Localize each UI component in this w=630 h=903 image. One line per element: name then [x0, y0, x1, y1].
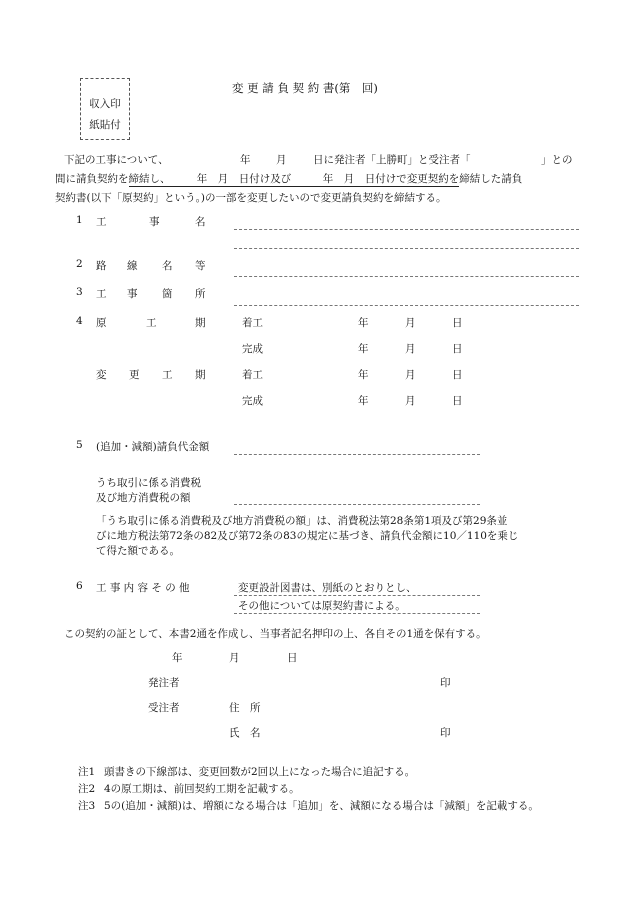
item4-label-c1: 原 — [96, 317, 107, 329]
change-end-month: 月 — [405, 395, 416, 407]
item3-label-c4: 所 — [195, 288, 206, 300]
note3-label: 注3 — [78, 800, 96, 812]
item2-number: 2 — [76, 258, 83, 270]
item6-text-1: 変更設計図書は、別紙のとおりとし、 — [238, 582, 417, 594]
intro-line1-e: 」との — [541, 154, 573, 166]
change-start-label: 着工 — [242, 369, 263, 381]
item1-label-c3: 名 — [195, 216, 206, 228]
original-end-label: 完成 — [242, 343, 263, 355]
item5-line — [234, 454, 480, 455]
change-end-year: 年 — [358, 395, 369, 407]
item2-label-c3: 名 — [162, 260, 173, 272]
contractor-seal: 印 — [440, 727, 451, 739]
sign-month: 月 — [229, 652, 240, 664]
tax-note-3: て得た額である。 — [96, 545, 180, 557]
change-start-year: 年 — [358, 369, 369, 381]
intro-line1-d: 日に発注者「上勝町」と受注者「 — [313, 154, 471, 166]
note1-text: 頭書きの下線部は、変更回数が2回以上になった場合に追記する。 — [104, 766, 416, 778]
item2-label-c1: 路 — [96, 260, 107, 272]
original-start-day: 日 — [452, 317, 463, 329]
change-label-c4: 期 — [195, 369, 206, 381]
note3-text: 5の(追加・減額)は、増額になる場合は「追加」を、減額になる場合は「減額」を記載する。 — [104, 800, 539, 812]
contractor-label: 受注者 — [148, 702, 180, 714]
item6-label: 工 事 内 容 そ の 他 — [96, 582, 190, 594]
orderer-label: 発注者 — [148, 677, 180, 689]
original-start-month: 月 — [405, 317, 416, 329]
note1-label: 注1 — [78, 766, 96, 778]
orderer-seal: 印 — [440, 677, 451, 689]
item3-number: 3 — [76, 286, 83, 298]
revenue-stamp-box — [80, 78, 130, 140]
item6-line1 — [234, 595, 480, 596]
intro-line3: 契約書(以下「原契約」という。)の一部を変更したいので変更請負契約を締結する。 — [55, 192, 447, 204]
item3-label-c2: 事 — [127, 288, 138, 300]
original-start-year: 年 — [358, 317, 369, 329]
item6-number: 6 — [76, 580, 83, 592]
change-label-c1: 変 — [96, 369, 107, 381]
original-end-year: 年 — [358, 343, 369, 355]
tax-line — [234, 504, 480, 505]
intro-line1-month: 月 — [276, 154, 287, 166]
item6-text-2: その他については原契約書による。 — [238, 600, 406, 612]
item5-label: (追加・減額)請負代金額 — [96, 441, 210, 453]
item4-number: 4 — [76, 315, 83, 327]
contractor-address-label: 住 所 — [229, 702, 261, 714]
item1-line1 — [234, 229, 579, 230]
note2-label: 注2 — [78, 783, 96, 795]
tax-note-2: びに地方税法第72条の82及び第72条の83の規定に基づき、請負代金額に10／110を乗じ — [96, 530, 519, 542]
document-title: 変 更 請 負 契 約 書(第 回) — [232, 81, 378, 95]
original-end-month: 月 — [405, 343, 416, 355]
tax-note-1: 「うち取引に係る消費税及び地方消費税の額」は、消費税法第28条第1項及び第29条並 — [96, 515, 508, 527]
intro-line2-c: 締結した請負 — [459, 173, 523, 185]
tax-label-2: 及び地方消費税の額 — [96, 492, 191, 504]
item6-line2 — [234, 613, 480, 614]
item1-label-c1: 工 — [96, 216, 107, 228]
change-start-day: 日 — [452, 369, 463, 381]
change-end-label: 完成 — [242, 395, 263, 407]
sign-year: 年 — [172, 652, 183, 664]
change-end-day: 日 — [452, 395, 463, 407]
intro-line2-underlined: 締結し、 年 月 日付け及び 年 月 日付けで変更契約を — [128, 173, 460, 185]
change-label-c3: 工 — [162, 369, 173, 381]
item1-number: 1 — [76, 214, 83, 226]
intro-line2-a: 間に請負契約を — [55, 173, 129, 185]
item2-label-c4: 等 — [195, 260, 206, 272]
note2-text: 4の原工期は、前回契約工期を記載する。 — [104, 783, 300, 795]
stamp-label-1: 収入印 — [89, 98, 121, 110]
item5-number: 5 — [76, 439, 83, 451]
item4-label-c3: 期 — [195, 317, 206, 329]
tax-label-1: うち取引に係る消費税 — [96, 477, 201, 489]
intro-line1-year: 年 — [240, 154, 251, 166]
intro-line2 — [55, 171, 522, 186]
sign-day: 日 — [287, 652, 298, 664]
item4-label-c2: 工 — [146, 317, 157, 329]
item1-label-c2: 事 — [149, 216, 160, 228]
item2-line — [234, 276, 579, 277]
item3-line — [234, 305, 579, 306]
item1-line2 — [234, 248, 579, 249]
stamp-label-2: 紙貼付 — [89, 119, 121, 131]
change-label-c2: 更 — [129, 369, 140, 381]
item3-label-c3: 箇 — [162, 288, 173, 300]
original-start-label: 着工 — [242, 317, 263, 329]
change-start-month: 月 — [405, 369, 416, 381]
contractor-name-label: 氏 名 — [229, 727, 261, 739]
item3-label-c1: 工 — [96, 288, 107, 300]
original-end-day: 日 — [452, 343, 463, 355]
item2-label-c2: 線 — [127, 260, 138, 272]
intro-line1-a: 下記の工事について、 — [64, 154, 169, 166]
closing-statement: この契約の証として、本書2通を作成し、当事者記名押印の上、各自その1通を保有する。 — [64, 628, 487, 640]
